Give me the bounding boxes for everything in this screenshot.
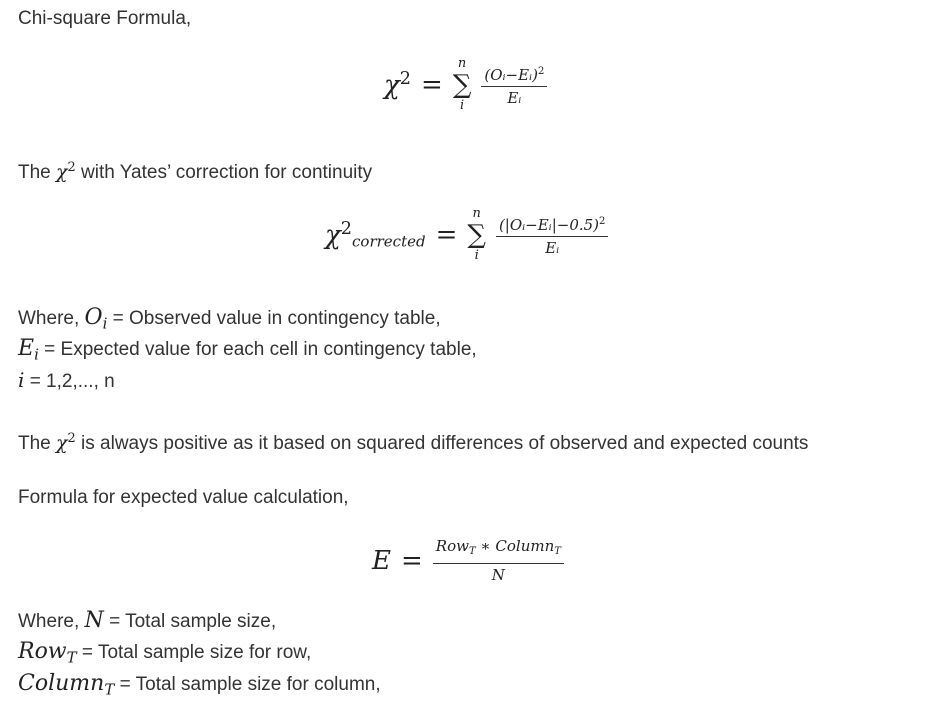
numerator: Row$_T$ ∗ Column$_T$ [433, 537, 564, 564]
definition-expected: $E_i$ = Expected value for each cell in contingency table, [18, 336, 477, 364]
definition-observed: Where, $O_i$ = Observed value in contingency table, [18, 305, 441, 333]
chi-square-heading: Chi-square Formula, [18, 8, 192, 29]
chi-symbol: $\chi^2$ [56, 160, 76, 184]
numerator: (|Oᵢ−Eᵢ|−0.5)$^2$ [496, 213, 608, 237]
equals-sign: = [421, 70, 443, 100]
definition-column-total: Column$_T$ = Total sample size for column, [18, 671, 381, 699]
sigma-icon: ∑ [452, 70, 472, 100]
chi-symbol: $\chi^2$ [56, 431, 76, 455]
equals-sign: = [400, 545, 423, 576]
chi-symbol: $\chi^2corrected$ [325, 219, 426, 251]
positive-note: The $\chi^2$ is always positive as it based on squared differences of observed and expected counts [18, 431, 809, 455]
equals-sign: = [435, 220, 458, 250]
chi-square-corrected-formula [325, 206, 608, 264]
expected-value-heading: Formula for expected value calculation, [18, 487, 349, 508]
denominator: Eᵢ [507, 89, 522, 107]
chi-symbol: $\chi^2$ [384, 69, 412, 101]
fraction [481, 63, 547, 107]
denominator: N [491, 566, 505, 584]
summation: n ∑ i [452, 56, 472, 113]
definition-index: i = 1,2,..., n [18, 368, 115, 392]
sigma-icon: ∑ [467, 220, 486, 250]
numerator: (Oᵢ−Eᵢ)$^2$ [481, 63, 547, 87]
definition-total: Where, N = Total sample size, [18, 608, 277, 633]
yates-description: The $\chi^2$ with Yates’ correction for continuity [18, 160, 373, 184]
expected-value-formula [372, 537, 564, 584]
definition-row-total: Row$_T$ = Total sample size for row, [18, 639, 312, 667]
summation: n ∑ i [467, 206, 486, 263]
denominator: Eᵢ [545, 239, 560, 257]
expected-symbol: E [372, 545, 391, 576]
fraction [433, 537, 564, 584]
chi-square-formula [384, 56, 547, 114]
fraction [496, 213, 608, 257]
